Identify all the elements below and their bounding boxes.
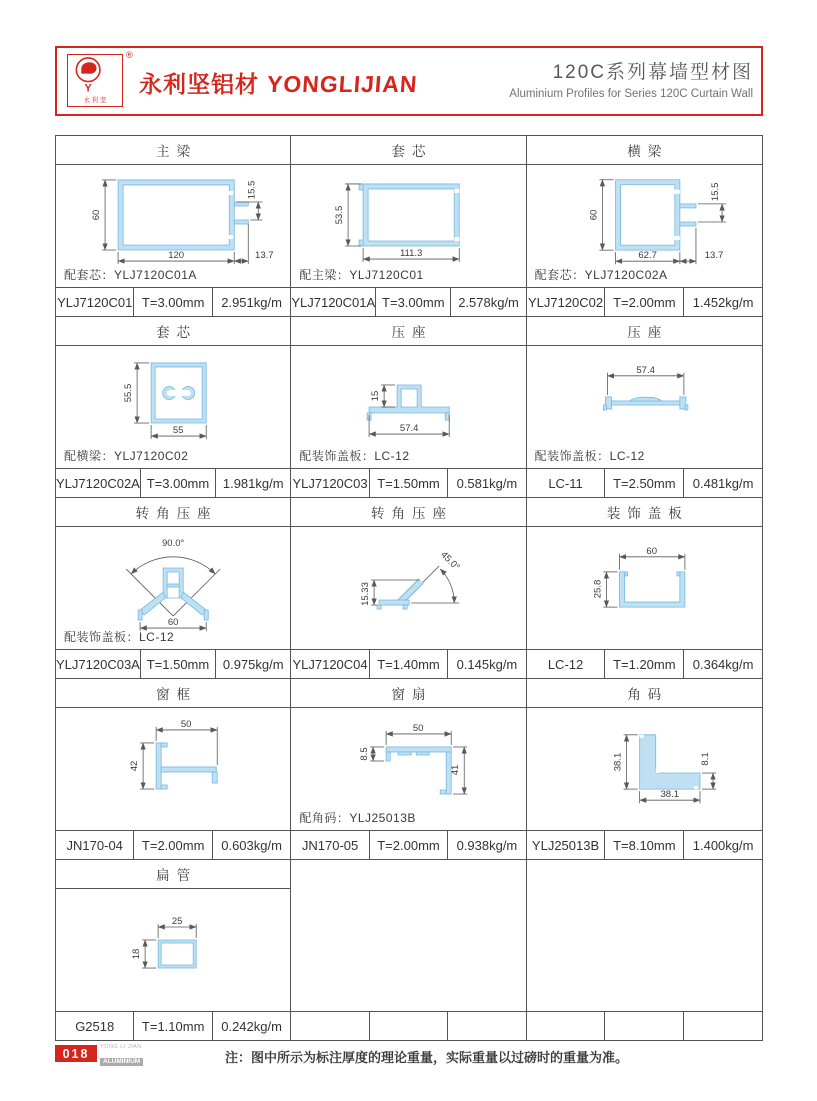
profile-cell-yazuo-low: [527, 317, 762, 497]
dim-label: 13.7: [704, 250, 724, 262]
dim-label: 8.1: [699, 752, 711, 766]
profile-drawing-window-frame: [56, 708, 290, 830]
spec-code: G2518: [56, 1012, 134, 1040]
spec-weight: 2.951kg/m: [221, 294, 282, 310]
spec-thickness: [605, 1012, 684, 1040]
profile-cell-yazuo: [291, 317, 526, 497]
spec-row: [527, 830, 762, 859]
spec-weight: 2.578kg/m: [458, 294, 519, 310]
dim-label: 90.0°: [162, 537, 185, 549]
logo-small-text: 永 利 坚: [83, 97, 107, 105]
spec-code: JN170-05: [291, 831, 369, 859]
spec-thickness: T=2.00mm: [134, 831, 212, 859]
spec-weight: 1.400kg/m: [692, 837, 754, 853]
spec-thickness: T=1.40mm: [370, 650, 448, 678]
spec-code: JN170-04: [56, 831, 134, 859]
spec-row: [527, 649, 762, 678]
cell-title: 窗扇: [291, 679, 525, 708]
spec-weight: 1.981kg/m: [222, 475, 284, 491]
footer-note: 注：图中所示为标注厚度的理论重量，实际重量以过磅时的重量为准。: [225, 1050, 629, 1065]
cell-title: 压座: [291, 317, 525, 346]
profile-cell-corner-yazuo-45: [291, 498, 526, 678]
dim-label: 111.3: [400, 248, 423, 260]
dim-label: 55.5: [123, 383, 135, 403]
badge-brand-text: [100, 1045, 143, 1067]
dim-label: 60: [91, 209, 103, 221]
cell-title: 装饰盖板: [527, 498, 762, 527]
profile-cell-zhuliang: [56, 136, 291, 316]
spec-row: [56, 1011, 290, 1040]
profile-cell-cover-plate: [527, 498, 762, 678]
spec-weight: 0.581kg/m: [456, 475, 518, 491]
spec-code: LC-11: [527, 469, 606, 497]
dim-label: 25: [171, 915, 183, 927]
dim-label: 15.33: [360, 582, 372, 606]
dim-label: 41: [450, 764, 462, 776]
cell-title: 套芯: [291, 136, 525, 165]
spec-thickness: T=1.50mm: [370, 469, 448, 497]
cell-title: 转角压座: [56, 498, 290, 527]
spec-code: YLJ7120C02A: [56, 469, 141, 497]
dim-label: 45.0°: [438, 549, 463, 573]
dim-label: 25.8: [592, 579, 604, 599]
profile-cell-hengliang: [527, 136, 762, 316]
spec-row: [527, 1011, 762, 1040]
spec-thickness: T=2.00mm: [605, 288, 684, 316]
dim-label: 62.7: [638, 250, 657, 262]
cell-title: 窗框: [56, 679, 290, 708]
dim-label: 55: [172, 425, 184, 437]
cell-drawing-area: [291, 346, 525, 468]
cell-drawing-area: [291, 708, 525, 830]
dim-label: 57.4: [636, 364, 655, 376]
cell-note: 配套芯：YLJ7120C01A: [64, 268, 197, 282]
dim-label: 13.7: [255, 250, 274, 262]
spec-code: YLJ7120C04: [291, 650, 369, 678]
logo-letter: Y: [84, 82, 92, 95]
profile-cell-taoxin: [291, 136, 526, 316]
badge-brand-line1: YONG LI JIAN: [100, 1044, 142, 1050]
spec-thickness: T=8.10mm: [605, 831, 684, 859]
empty-cell: [291, 860, 526, 1040]
spec-code: YLJ7120C03: [291, 469, 369, 497]
cell-title: 套芯: [56, 317, 290, 346]
table-row: [56, 679, 762, 860]
profile-drawing-corner-bracket: [527, 708, 762, 830]
cell-note: 配装饰盖板：LC-12: [299, 449, 410, 463]
registered-mark: ®: [126, 50, 133, 60]
spec-thickness: T=3.00mm: [141, 469, 216, 497]
table-row: [56, 860, 762, 1040]
dim-label: 38.1: [660, 789, 679, 801]
spec-weight: [684, 1012, 762, 1040]
dim-label: 60: [646, 545, 657, 557]
profile-table: [55, 135, 763, 1041]
dim-label: 60: [588, 209, 600, 221]
page-subtitle: Aluminium Profiles for Series 120C Curtain Wall: [509, 88, 753, 100]
spec-row: [56, 649, 290, 678]
brand-name-en: YONGLIJIAN: [266, 71, 419, 97]
spec-row: [56, 287, 290, 316]
spec-weight: 0.603kg/m: [221, 837, 282, 853]
page-title: 120C系列幕墙型材图: [552, 62, 753, 83]
spec-thickness: T=2.00mm: [370, 831, 448, 859]
profile-drawing-cover-plate: [527, 527, 762, 649]
spec-thickness: T=1.10mm: [134, 1012, 212, 1040]
cell-title: 转角压座: [291, 498, 525, 527]
badge-brand-line2: ALUMINIUM: [100, 1058, 143, 1067]
profile-cell-corner-bracket: [527, 679, 762, 859]
cell-drawing-area: [527, 346, 762, 468]
table-row: [56, 136, 762, 317]
table-row: [56, 498, 762, 679]
spec-row: [56, 468, 290, 497]
spec-thickness: T=3.00mm: [376, 288, 451, 316]
cell-drawing-area: [56, 889, 290, 1011]
dim-label: 53.5: [334, 205, 346, 225]
profile-cell-window-sash: [291, 679, 526, 859]
spec-weight: 0.364kg/m: [692, 656, 754, 672]
cell-title: 横梁: [527, 136, 762, 165]
cell-drawing-area: [527, 527, 762, 649]
cell-drawing-area: [527, 860, 762, 1011]
cell-drawing-area: [527, 708, 762, 830]
cell-note: 配横梁：YLJ7120C02: [64, 449, 189, 463]
page-number: 018: [55, 1045, 97, 1062]
page-header: [55, 46, 763, 116]
spec-code: YLJ25013B: [527, 831, 606, 859]
brand-logo-emblem: [68, 55, 122, 106]
spec-code: LC-12: [527, 650, 606, 678]
spec-row: [291, 649, 525, 678]
spec-row: [56, 830, 290, 859]
dim-label: 42: [129, 760, 141, 772]
profile-cell-window-frame: [56, 679, 291, 859]
header-titles: [509, 57, 753, 100]
brand-logo: [67, 54, 123, 107]
spec-thickness: T=3.00mm: [134, 288, 212, 316]
dim-label: 50: [413, 722, 424, 734]
spec-weight: 0.242kg/m: [221, 1018, 282, 1034]
spec-code: YLJ7120C01: [56, 288, 134, 316]
cell-drawing-area: [56, 708, 290, 830]
dim-label: 60: [167, 617, 179, 629]
cell-drawing-area: [291, 165, 525, 287]
spec-code: [527, 1012, 606, 1040]
spec-row: [291, 287, 525, 316]
profile-drawing-corner-seat-45: [291, 527, 525, 649]
dim-label: 120: [168, 250, 185, 262]
cell-title: 角码: [527, 679, 762, 708]
dim-label: 57.4: [400, 423, 419, 435]
spec-row: [291, 830, 525, 859]
spec-weight: 0.938kg/m: [456, 837, 518, 853]
spec-code: [291, 1012, 369, 1040]
spec-weight: 0.145kg/m: [456, 656, 518, 672]
cell-drawing-area: [291, 527, 525, 649]
cell-drawing-area: [291, 860, 525, 1011]
spec-row: [291, 468, 525, 497]
cell-note: 配装饰盖板：LC-12: [64, 630, 175, 644]
spec-code: YLJ7120C03A: [56, 650, 141, 678]
spec-code: YLJ7120C01A: [291, 288, 376, 316]
profile-cell-corner-yazuo-90: [56, 498, 291, 678]
cell-title: 扁管: [56, 860, 290, 889]
table-row: [56, 317, 762, 498]
dim-label: 8.5: [359, 747, 371, 761]
spec-weight: 0.481kg/m: [692, 475, 754, 491]
dim-label: 15.5: [709, 182, 721, 202]
cell-note: 配装饰盖板：LC-12: [534, 449, 645, 463]
cell-note: 配角码：YLJ25013B: [299, 811, 416, 825]
brand-name-cn: 永利坚铝材: [139, 71, 259, 97]
spec-row: [527, 468, 762, 497]
cell-drawing-area: [56, 527, 290, 649]
spec-weight: [448, 1012, 525, 1040]
cell-drawing-area: [56, 165, 290, 287]
spec-thickness: T=1.20mm: [605, 650, 684, 678]
profile-cell-taoxin-square: [56, 317, 291, 497]
spec-row: [527, 287, 762, 316]
dim-label: 18: [131, 948, 143, 960]
cell-drawing-area: [56, 346, 290, 468]
dim-label: 15.5: [246, 180, 258, 200]
spec-thickness: T=1.50mm: [141, 650, 216, 678]
dim-label: 38.1: [612, 752, 624, 772]
cell-drawing-area: [527, 165, 762, 287]
spec-row: [291, 1011, 525, 1040]
spec-weight: 0.975kg/m: [222, 656, 284, 672]
profile-drawing-flat-tube: [56, 889, 290, 1011]
cell-title: 主梁: [56, 136, 290, 165]
profile-cell-flat-tube: [56, 860, 291, 1040]
spec-weight: 1.452kg/m: [692, 294, 754, 310]
cell-title: 压座: [527, 317, 762, 346]
cell-note: 配套芯：YLJ7120C02A: [534, 268, 668, 282]
brand-name: [139, 66, 418, 99]
spec-code: YLJ7120C02: [527, 288, 606, 316]
page-badge: [55, 1045, 143, 1067]
dim-label: 15: [370, 390, 382, 402]
cell-note: 配主梁：YLJ7120C01: [299, 268, 424, 282]
dim-label: 50: [180, 718, 192, 730]
spec-thickness: T=2.50mm: [605, 469, 684, 497]
spec-thickness: [370, 1012, 448, 1040]
empty-cell: [527, 860, 762, 1040]
